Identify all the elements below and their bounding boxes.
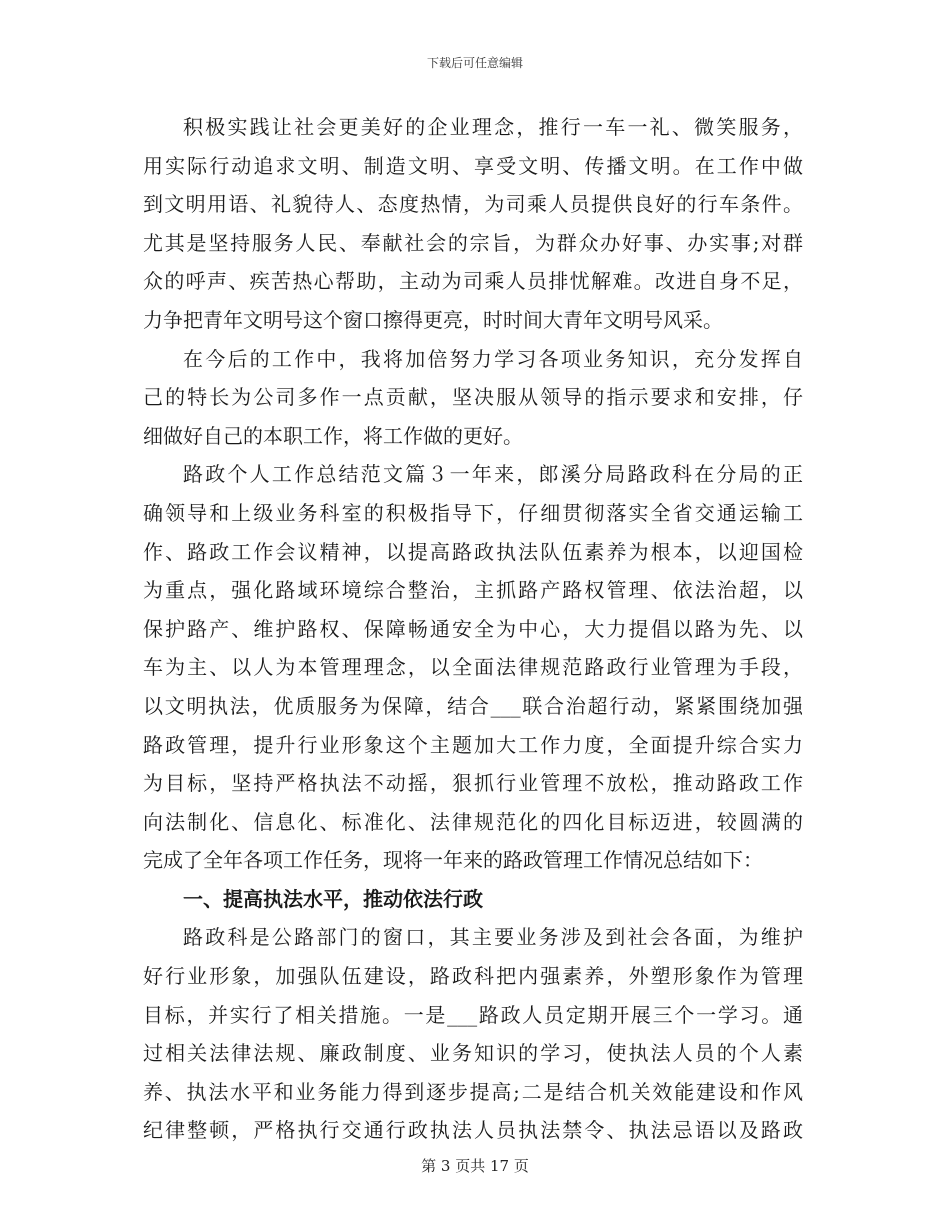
body-line: 完成了全年各项工作任务，现将一年来的路政管理工作情况总结如下： (143, 848, 763, 873)
page-number: 第 3 页共 17 页 (421, 1157, 529, 1175)
body-line: 路政科是公路部门的窗口，其主要业务涉及到社会各面，为维护 (183, 925, 803, 950)
document-body (143, 108, 803, 1150)
page-header: 下载后可任意编辑 (426, 56, 523, 70)
body-line: 用实际行动追求文明、制造文明、享受文明、传播文明。在工作中做 (143, 153, 803, 178)
body-line: 路政个人工作总结范文篇３一年来，郎溪分局路政科在分局的正 (183, 462, 803, 487)
body-line: 车为主、以人为本管理理念，以全面法律规范路政行业管理为手段， (143, 655, 803, 680)
body-line: 积极实践让社会更美好的企业理念，推行一车一礼、微笑服务， (183, 115, 803, 139)
body-line: 作、路政工作会议精神，以提高路政执法队伍素养为根本，以迎国检 (143, 539, 803, 564)
body-line: 向法制化、信息化、标准化、法律规范化的四化目标迈进，较圆满的 (143, 809, 803, 834)
body-line: 目标，并实行了相关措施。一是___路政人员定期开展三个一学习。通 (143, 1002, 803, 1027)
body-line: 确领导和上级业务科室的积极指导下，仔细贯彻落实全省交通运输工 (143, 500, 803, 525)
body-line: 到文明用语、礼貌待人、态度热情，为司乘人员提供良好的行车条件。 (143, 192, 803, 217)
body-line: 为重点，强化路域环境综合整治，主抓路产路权管理、依法治超，以 (143, 578, 803, 603)
body-line: 众的呼声、疾苦热心帮助，主动为司乘人员排忧解难。改进自身不足， (143, 269, 803, 294)
body-line: 为目标，坚持严格执法不动摇，狠抓行业管理不放松，推动路政工作 (143, 771, 803, 796)
body-line: 养、执法水平和业务能力得到逐步提高;二是结合机关效能建设和作风 (143, 1079, 803, 1104)
body-line: 在今后的工作中，我将加倍努力学习各项业务知识，充分发挥自 (183, 346, 803, 371)
body-line: 己的特长为公司多作一点贡献，坚决服从领导的指示要求和安排，仔 (143, 385, 803, 410)
body-line: 纪律整顿，严格执行交通行政执法人员执法禁令、执法忌语以及路政 (143, 1118, 803, 1143)
body-line: 尤其是坚持服务人民、奉献社会的宗旨，为群众办好事、办实事;对群 (143, 230, 803, 255)
body-line: 过相关法律法规、廉政制度、业务知识的学习，使执法人员的个人素 (143, 1041, 803, 1066)
body-line: 保护路产、维护路权、保障畅通安全为中心，大力提倡以路为先、以 (143, 616, 803, 641)
body-line: 路政管理，提升行业形象这个主题加大工作力度，全面提升综合实力 (143, 732, 803, 757)
body-line: 细做好自己的本职工作，将工作做的更好。 (143, 423, 523, 448)
body-line: 力争把青年文明号这个窗口擦得更亮，时时间大青年文明号风采。 (143, 307, 723, 332)
section-heading: 一、提高执法水平，推动依法行政 (183, 886, 483, 911)
body-line: 以文明执法，优质服务为保障，结合___联合治超行动，紧紧围绕加强 (143, 693, 803, 718)
body-line: 好行业形象，加强队伍建设，路政科把内强素养，外塑形象作为管理 (143, 964, 803, 989)
